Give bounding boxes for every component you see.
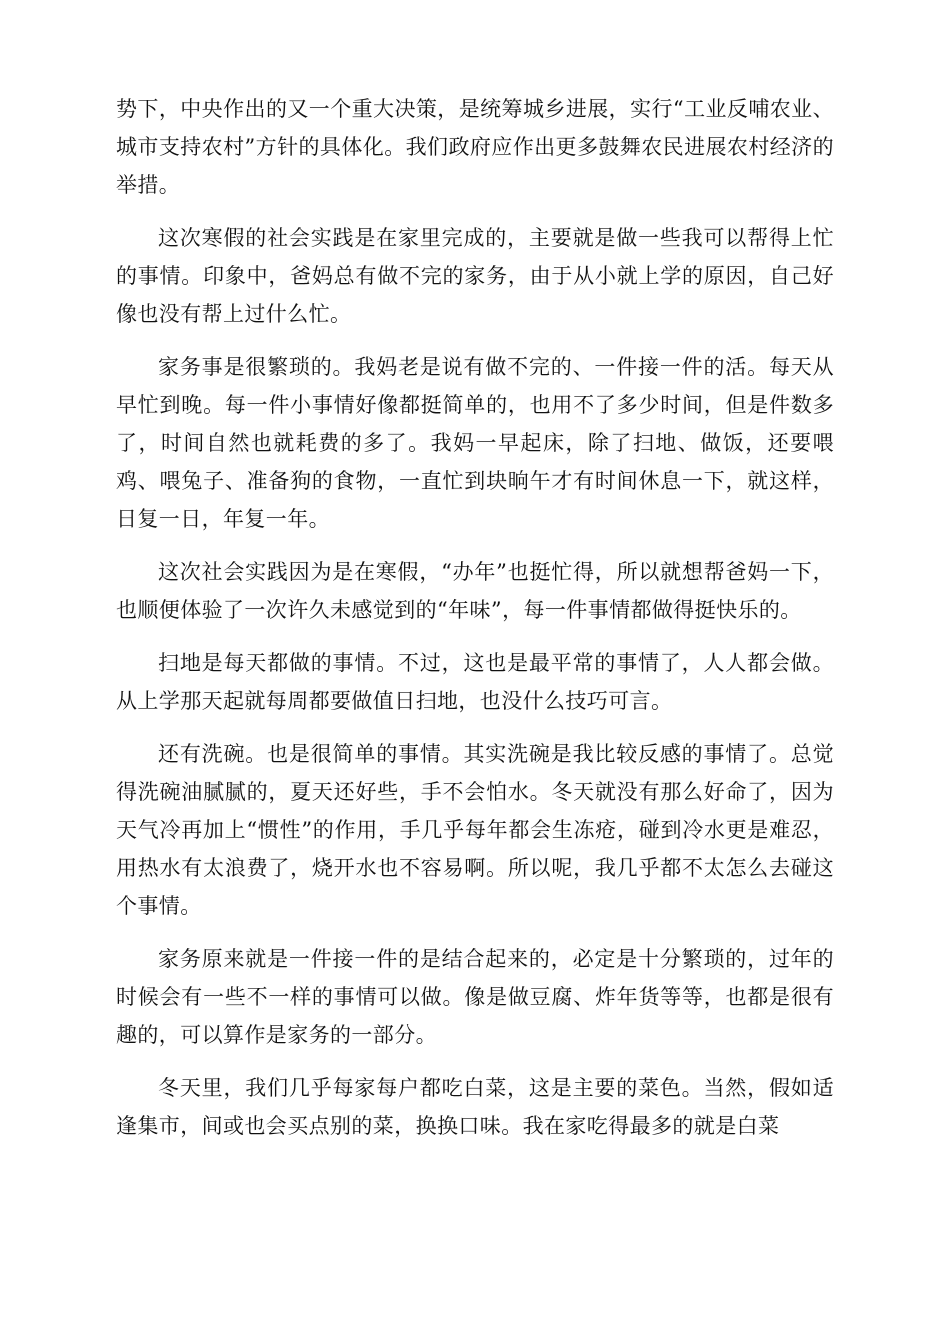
paragraph-dishwashing: 还有洗碗。也是很简单的事情。其实洗碗是我比较反感的事情了。总觉得洗碗油腻腻的，夏天还好些，手不会怕水。冬天就没有那么好命了，因为天气冷再加上“惯性”的作用，手几乎每年都会生冻疮，碰到冷水更是难忍，用热水有太浪费了，烧开水也不容易啊。所以呢，我几乎都不太怎么去碰这个事情。 bbox=[116, 742, 834, 918]
paragraph-sweeping: 扫地是每天都做的事情。不过，这也是最平常的事情了，人人都会做。从上学那天起就每周都要做值日扫地，也没什么技巧可言。 bbox=[116, 651, 834, 713]
paragraph-housework: 家务事是很繁琐的。我妈老是说有做不完的、一件接一件的活。每天从早忙到晚。每一件小事情好像都挺简单的，也用不了多少时间，但是件数多了，时间自然也就耗费的多了。我妈一早起床，除了扫地、做饭，还要喂鸡、喂兔子、准备狗的食物，一直忙到块晌午才有时间休息一下，就这样，日复一日，年复一年。 bbox=[116, 355, 834, 531]
document-body bbox=[116, 90, 834, 1160]
paragraph-new-year: 这次社会实践因为是在寒假，“办年”也挺忙得，所以就想帮爸妈一下，也顺便体验了一次许久未感觉到的“年味”，每一件事情都做得挺快乐的。 bbox=[116, 560, 834, 622]
paragraph-cabbage: 冬天里，我们几乎每家每户都吃白菜，这是主要的菜色。当然，假如适逢集市，间或也会买点别的菜，换换口味。我在家吃得最多的就是白菜 bbox=[116, 1076, 834, 1138]
paragraph-chores-combined: 家务原来就是一件接一件的是结合起来的，必定是十分繁琐的，过年的时候会有一些不一样的事情可以做。像是做豆腐、炸年货等等，也都是很有趣的，可以算作是家务的一部分。 bbox=[116, 947, 834, 1047]
paragraph-continued: 势下，中央作出的又一个重大决策，是统筹城乡进展，实行“工业反哺农业、城市支持农村”方针的具体化。我们政府应作出更多鼓舞农民进展农村经济的举措。 bbox=[116, 97, 834, 197]
paragraph-winter-practice: 这次寒假的社会实践是在家里完成的，主要就是做一些我可以帮得上忙的事情。印象中，爸妈总有做不完的家务，由于从小就上学的原因，自己好像也没有帮上过什么忙。 bbox=[116, 226, 834, 326]
